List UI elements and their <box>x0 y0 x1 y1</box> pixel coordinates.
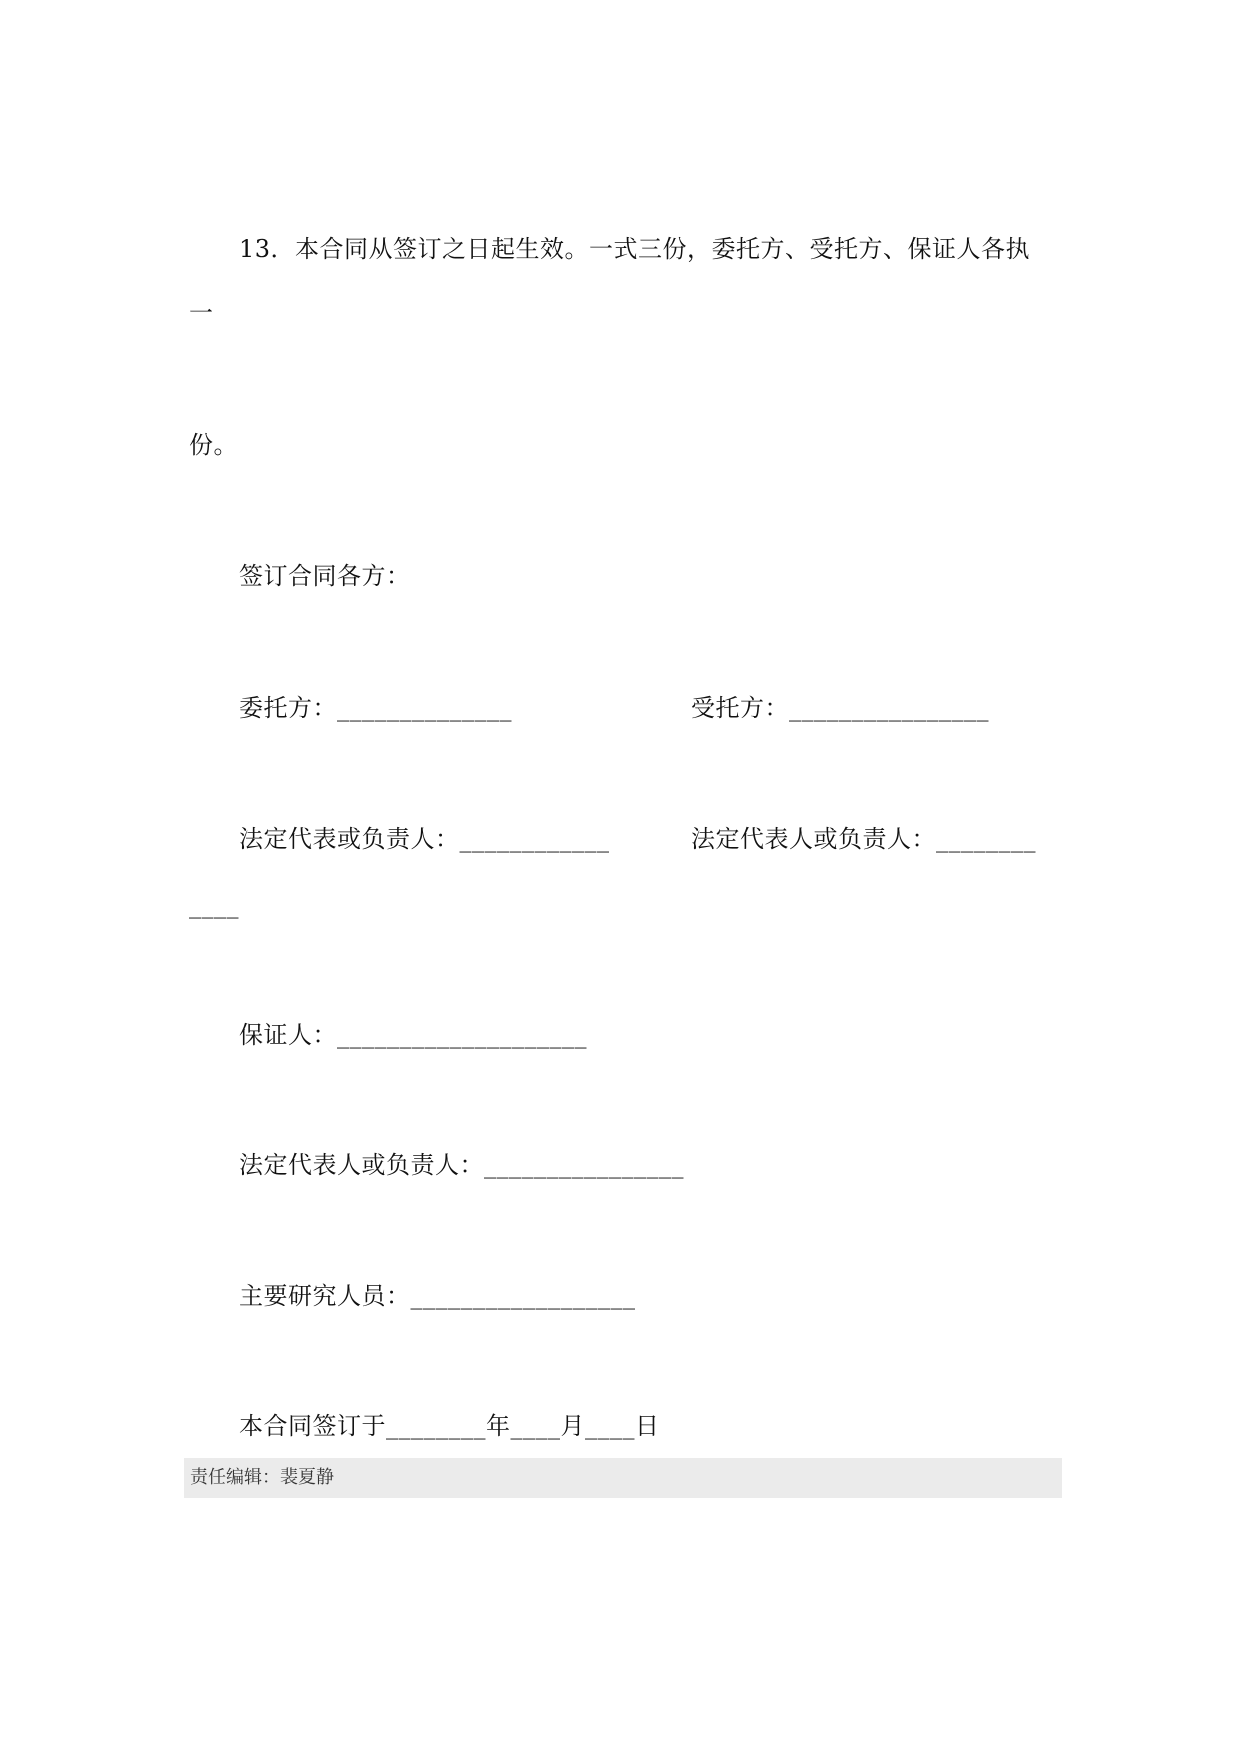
client-representative-line: 法定代表或负责人：____________ <box>239 825 610 853</box>
signing-date-line: 本合同签订于________年____月____日 <box>239 1412 660 1440</box>
guarantor-representative-line: 法定代表人或负责人：________________ <box>239 1151 684 1179</box>
clause-13-line-1: 13．本合同从签订之日起生效。一式三份，委托方、受托方、保证人各执 <box>239 235 1031 263</box>
trustee-representative-line: 法定代表人或负责人：________ <box>691 825 1036 853</box>
clause-13-line-3: 份。 <box>189 431 238 459</box>
guarantor-signature-line: 保证人：____________________ <box>239 1021 587 1049</box>
client-signature-line: 委托方：______________ <box>239 694 512 722</box>
trustee-representative-continued: ____ <box>189 891 239 919</box>
clause-13-line-2: 一 <box>189 299 214 327</box>
editor-credit: 责任编辑：裴夏静 <box>190 1467 334 1488</box>
researchers-line: 主要研究人员：__________________ <box>239 1282 636 1310</box>
trustee-signature-line: 受托方：________________ <box>691 694 989 722</box>
parties-heading: 签订合同各方： <box>239 562 411 590</box>
editor-footer-bar <box>184 1458 1062 1498</box>
